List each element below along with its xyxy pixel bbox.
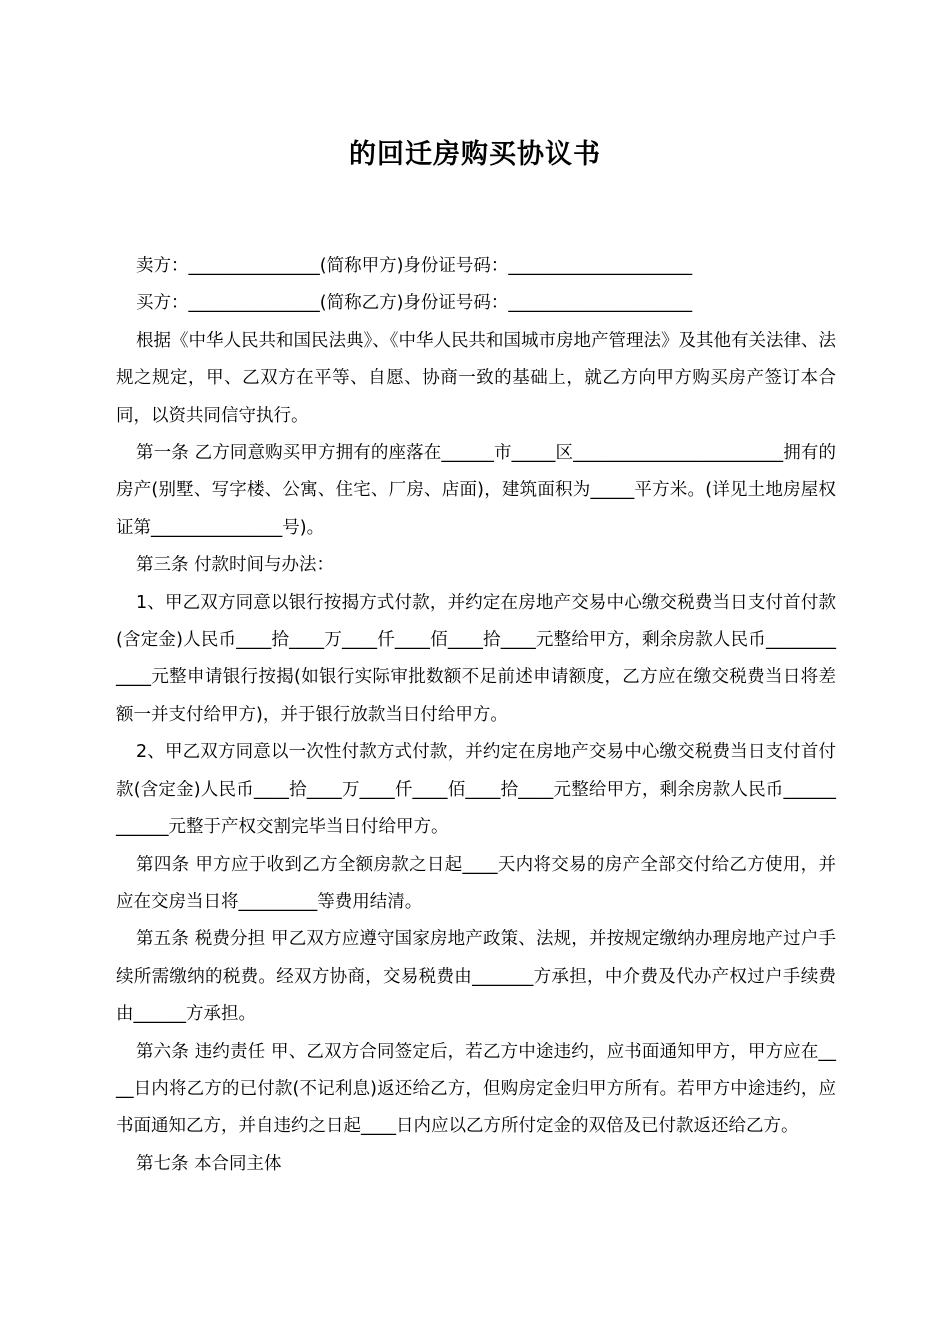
article-3-item-2: 2、甲乙双方同意以一次性付款方式付款，并约定在房地产交易中心缴交税费当日支付首付款(含定金)人民币____拾____万____仟____佰____拾____元整给甲方，剩余房款人民币____________元整于产权交割完毕当日付给甲方。 (116, 742, 836, 838)
article-1-paragraph: 第一条 乙方同意购买甲方拥有的座落在______市_____区________________________拥有的房产(别墅、写字楼、公寓、住宅、厂房、店面)，建筑面积为_____平方米。(详见土地房屋权证第_______________号)。 (116, 443, 836, 538)
article-7-paragraph: 第七条 本合同主体 (136, 1153, 282, 1174)
buyer-line: 买方：_______________(简称乙方)身份证号码：_____________________ (136, 293, 693, 314)
article-3-item-1: 1、甲乙双方同意以银行按揭方式付款，并约定在房地产交易中心缴交税费当日支付首付款(含定金)人民币____拾____万____仟____佰____拾____元整给甲方，剩余房款人民币____________元整申请银行按揭(如银行实际审批数额不足前述申请额度，乙方应在缴交税费当日将差额一并支付给甲方)，并于银行放款当日付给甲方。 (116, 592, 836, 725)
article-6-paragraph: 第六条 违约责任 甲、乙双方合同签定后，若乙方中途违约，应书面通知甲方，甲方应在____日内将乙方的已付款(不记利息)返还给乙方，但购房定金归甲方所有。若甲方中途违约，应书面通知乙方，并自违约之日起____日内应以乙方所付定金的双倍及已付款返还给乙方。 (116, 1041, 836, 1137)
document-body (116, 248, 836, 1183)
article-3-heading: 第三条 付款时间与办法： (136, 555, 335, 576)
article-4-paragraph: 第四条 甲方应于收到乙方全额房款之日起____天内将交易的房产全部交付给乙方使用，并应在交房当日将_________等费用结清。 (116, 854, 836, 912)
document-title: 的回迁房购买协议书 (349, 139, 601, 170)
article-5-paragraph: 第五条 税费分担 甲乙双方应遵守国家房地产政策、法规，并按规定缴纳办理房地产过户手续所需缴纳的税费。经双方协商，交易税费由_______方承担，中介费及代办产权过户手续费由______方承担。 (116, 929, 836, 1025)
preamble-paragraph: 根据《中华人民共和国民法典》、《中华人民共和国城市房地产管理法》及其他有关法律、法规之规定，甲、乙双方在平等、自愿、协商一致的基础上，就乙方向甲方购买房产签订本合同，以资共同信守执行。 (116, 330, 836, 426)
seller-line: 卖方：_______________(简称甲方)身份证号码：_____________________ (136, 256, 693, 276)
